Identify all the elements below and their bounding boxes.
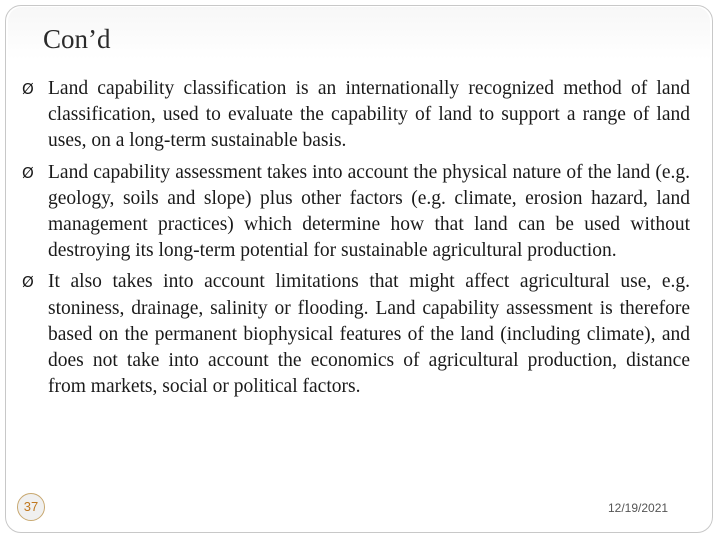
slide-date: 12/19/2021: [608, 501, 669, 515]
bullet-item: [22, 76, 690, 155]
bullet-item: [22, 160, 690, 265]
slide-title: Con’d: [43, 24, 111, 54]
bullet-text: Land capability assessment takes into account the physical nature of the land (e.g. geology, soils and slope) plus other factors (e.g. climate, erosion hazard, land management practices) which determine how that land can be used without destroying its long-term potential for sustainable agricultural production.: [48, 161, 690, 262]
bullet-list: [22, 76, 690, 405]
arrow-bullet-icon: Ø: [22, 163, 34, 182]
arrow-bullet-icon: Ø: [22, 80, 34, 98]
bullet-text: Land capability classification is an internationally recognized method of land classification, used to evaluate the capability of land to support a range of land uses, on a long-term sustainable basis.: [48, 78, 690, 152]
slide-number-badge: 37: [17, 493, 45, 521]
bullet-text: It also takes into account limitations that might affect agricultural use, e.g. stoniness, drainage, salinity or flooding. Land capability assessment is therefore based on the permanent biophysical features of the land (including climate), and does not take into account the economics of agricultural production, distance from markets, social or political factors.: [48, 271, 690, 398]
bullet-item: [22, 269, 690, 400]
title-background: [8, 7, 710, 60]
arrow-bullet-icon: Ø: [22, 273, 34, 292]
